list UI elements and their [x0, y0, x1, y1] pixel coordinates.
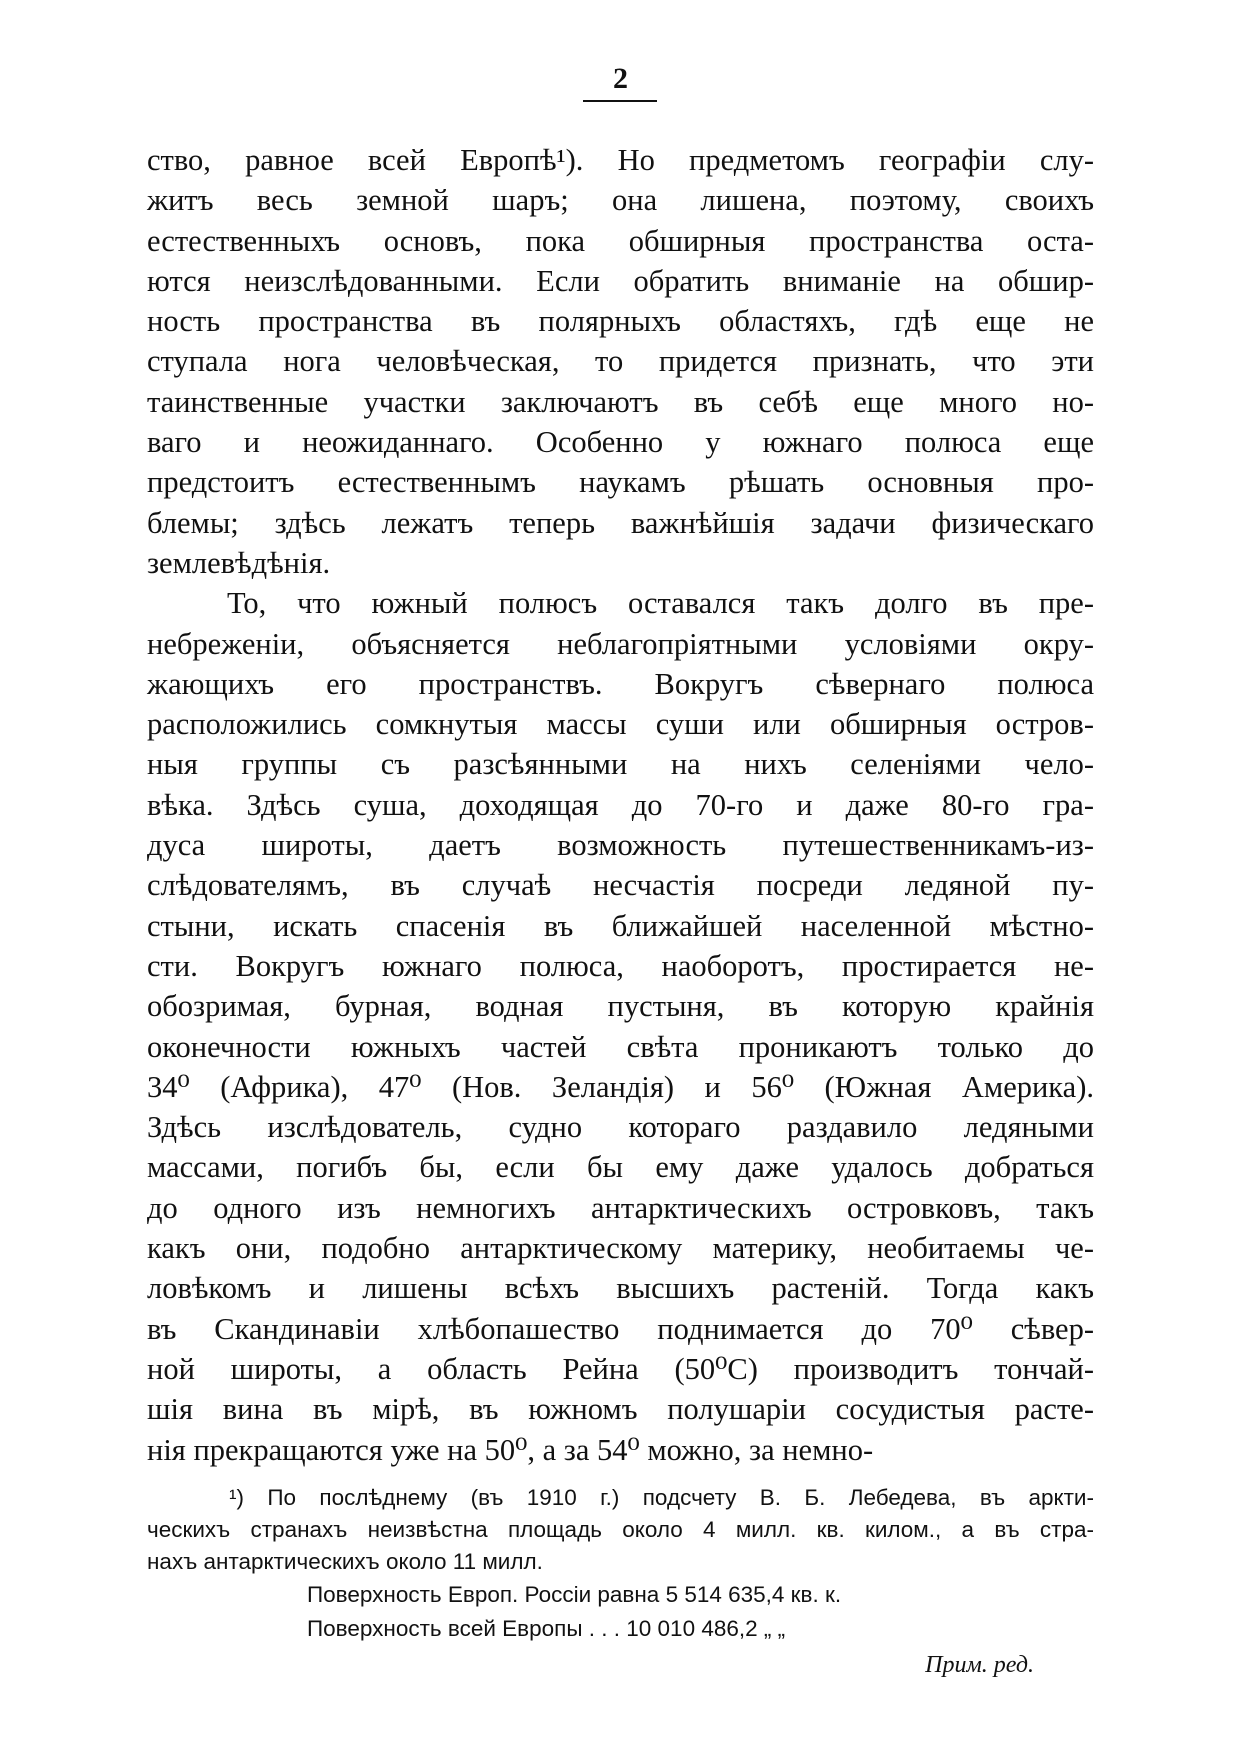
paragraph-2-line: небреженіи, объясняется неблагопріятными условіями окру-	[147, 626, 1094, 661]
paragraph-2-line: какъ они, подобно антарктическому материку, необитаемы че-	[147, 1231, 1094, 1266]
footnote-line: ческихъ странахъ неизвѣстна площадь около 4 милл. кв. килом., а въ стра-	[147, 1517, 1094, 1542]
body-text	[147, 140, 1094, 1470]
paragraph-2-line: стыни, искать спасенія въ ближайшей населенной мѣстно-	[147, 908, 1094, 943]
footnote-line: нахъ антарктическихъ около 11 милл.	[147, 1549, 543, 1574]
paragraph-2-line: То, что южный полюсъ оставался такъ долго въ пре-	[227, 586, 1094, 621]
paragraph-1-line: землевѣдѣнія.	[147, 545, 331, 580]
paragraph-2-line: дуса широты, даетъ возможность путешественникамъ-из-	[147, 828, 1094, 863]
paragraph-1-line: ваго и неожиданнаго. Особенно у южнаго полюса еще	[147, 425, 1094, 460]
page-number-rule	[583, 100, 657, 102]
paragraph-1-line: ность пространства въ полярныхъ областяхъ, гдѣ еще не	[147, 304, 1094, 339]
paragraph-2-line: ныя группы съ разсѣянными на нихъ селеніями чело-	[147, 747, 1094, 782]
paragraph-2-line: жающихъ его пространствъ. Вокругъ сѣвернаго полюса	[147, 666, 1094, 701]
paragraph-2-line: шія вина въ мірѣ, въ южномъ полушаріи сосудистыя расте-	[147, 1392, 1094, 1427]
page-number: 2	[613, 62, 628, 95]
surface-all-europe: Поверхность всей Европы . . . 10 010 486,2 „ „	[307, 1616, 786, 1641]
paragraph-1-line: ство, равное всей Европѣ¹). Но предметомъ географіи слу-	[147, 143, 1094, 177]
paragraph-1-line: естественныхъ основъ, пока обширныя пространства оста-	[147, 223, 1094, 258]
footnote-line: ¹) По послѣднему (въ 1910 г.) подсчету В. Б. Лебедева, въ аркти-	[229, 1485, 1094, 1510]
paragraph-2-line: Здѣсь изслѣдователь, судно котораго раздавило ледяными	[147, 1110, 1094, 1145]
paragraph-2-line: нія прекращаются уже на 50⁰, а за 54⁰ можно, за немно-	[147, 1432, 874, 1467]
editor-note: Прим. ред.	[925, 1652, 1034, 1678]
paragraph-2-line: массами, погибъ бы, если бы ему даже удалось добраться	[147, 1150, 1094, 1185]
surface-europ-russia: Поверхность Европ. Россіи равна 5 514 635,4 кв. к.	[307, 1582, 842, 1607]
paragraph-2-line: 34⁰ (Африка), 47⁰ (Нов. Зеландія) и 56⁰ (Южная Америка).	[147, 1069, 1094, 1104]
paragraph-2-line: оконечности южныхъ частей свѣта проникаютъ только до	[147, 1029, 1094, 1064]
paragraph-2-line: обозримая, бурная, водная пустыня, въ которую крайнія	[147, 989, 1094, 1024]
paragraph-1-line: блемы; здѣсь лежатъ теперь важнѣйшія задачи физическаго	[147, 505, 1094, 540]
paragraph-2-line: расположились сомкнутыя массы суши или обширныя остров-	[147, 707, 1094, 742]
paragraph-1-line: житъ весь земной шаръ; она лишена, поэтому, своихъ	[147, 183, 1094, 218]
paragraph-2-line: слѣдователямъ, въ случаѣ несчастія посреди ледяной пу-	[147, 868, 1094, 903]
paragraph-2-line: сти. Вокругъ южнаго полюса, наоборотъ, простирается не-	[147, 948, 1094, 983]
paragraph-1-line: ступала нога человѣческая, то придется признать, что эти	[147, 344, 1094, 379]
paragraph-1-line: ются неизслѣдованными. Если обратить вниманіе на обшир-	[147, 263, 1094, 298]
paragraph-1-line: предстоитъ естественнымъ наукамъ рѣшать основныя про-	[147, 465, 1094, 500]
paragraph-1-line: таинственные участки заключаютъ въ себѣ еще много но-	[147, 384, 1094, 419]
paragraph-2-line: въ Скандинавіи хлѣбопашество поднимается до 70⁰ сѣвер-	[147, 1311, 1094, 1346]
paragraph-2-line: до одного изъ немногихъ антарктическихъ островковъ, такъ	[147, 1190, 1094, 1225]
paragraph-2-line: ной широты, а область Рейна (50⁰С) производитъ тончай-	[147, 1351, 1094, 1386]
paragraph-2-line: вѣка. Здѣсь суша, доходящая до 70-го и даже 80-го гра-	[147, 787, 1094, 822]
footnote	[147, 1482, 1094, 1684]
paragraph-2-line: ловѣкомъ и лишены всѣхъ высшихъ растеній. Тогда какъ	[147, 1271, 1094, 1306]
